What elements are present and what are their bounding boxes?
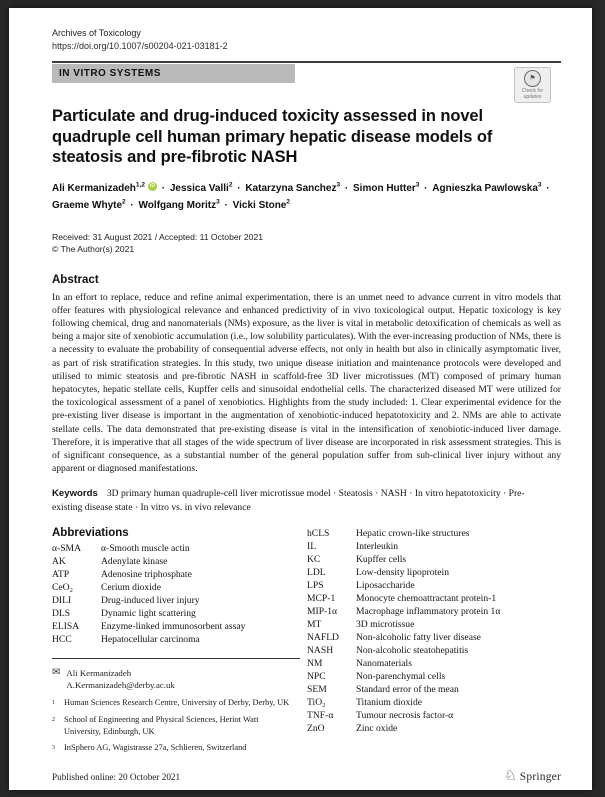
author-separator: · — [421, 183, 431, 195]
affiliation-text: School of Engineering and Physical Sciences, Heriot Watt University, Edinburgh, UK — [64, 715, 259, 736]
keywords-label: Keywords — [52, 488, 98, 500]
abbreviation-term: CeO₂ — [52, 582, 73, 594]
abbreviation-term: IL — [307, 541, 317, 553]
author-name: Agnieszka Pawlowska$^3$ — [432, 181, 542, 195]
page-footer — [52, 770, 561, 784]
abbreviation-row — [307, 657, 561, 670]
abbreviation-term: MCP-1 — [307, 593, 336, 605]
check-for-updates-badge[interactable] — [514, 67, 551, 103]
abbreviation-term: TiO₂ — [307, 697, 326, 709]
section-banner-row — [52, 64, 561, 100]
abbreviation-definition: Non-alcoholic fatty liver disease — [356, 632, 481, 644]
abbreviation-term: DLS — [52, 608, 71, 620]
abbreviation-row — [52, 594, 307, 607]
abbreviation-term: KC — [307, 554, 321, 566]
abbreviation-definition: Tumour necrosis factor-α — [356, 710, 454, 722]
abbreviation-row — [52, 620, 307, 633]
abbreviation-term: MIP-1α — [307, 606, 338, 618]
orcid-icon[interactable]: iD — [149, 182, 155, 189]
abbreviation-row — [307, 644, 561, 657]
abbreviation-definition: Monocyte chemoattractant protein-1 — [356, 593, 497, 605]
affiliation-item — [52, 714, 297, 737]
abbreviation-row — [307, 540, 561, 553]
affiliation-number: 2 — [52, 717, 55, 724]
left-column — [52, 527, 307, 754]
correspondence-name: Ali Kermanizadeh — [66, 668, 132, 679]
abbreviation-definition: Interleukin — [356, 541, 399, 553]
abbreviation-definition: α-Smooth muscle actin — [101, 543, 190, 555]
author-name: Ali Kermanizadeh$^{1,2}$ iD — [52, 181, 155, 195]
author-name: Graeme Whyte$^2$ — [52, 198, 126, 211]
envelope-icon: ✉ — [52, 667, 61, 679]
abstract-heading: Abstract — [52, 273, 99, 286]
abbreviations-heading: Abbreviations — [52, 527, 129, 540]
author-name: Katarzyna Sanchez$^3$ — [245, 181, 341, 195]
abbreviations-left-col — [52, 542, 307, 646]
abbreviation-row — [52, 633, 307, 646]
abstract-text: In an effort to replace, reduce and refine animal experimentation, there is an unmet need to advance current in vitro models that offer features with physiological relevance and enhanced predictivity of in vivo toxicological output. Hepatic toxicology is key following chemical, drug and nanomaterials (NMs) exposure, as the liver is vital in metabolic detoxification of chemicals as well as being a major site of xenobiotic accumulation (i.e., low solubility particulates). With the ever-increasing production of NMs, there is a necessity to evaluate the probability of consequential adverse effects, not only in health but also in clinically asymptomatic liver, as part of risk stratification strategies. In this study, two unique disease initiation and maintenance protocols were developed and utilised to mimic steatosis and pre-fibrotic NASH in scaffold-free 3D liver microtissues (MT) composed of primary human hepatocytes, hepatic stellate cells, Kupffer cells and sinusoidal endothelial cells. The characterized diseased MT were utilized for the toxicological assessment of a panel of xenobiotics. Highlights from the study included: 1. Clear experimental evidence for the pre-existing liver disease is important in the augmentation of xenobiotic-induced hepatotoxicity and 2. NMs are able to activate stellate cells. The data demonstrated that pre-existing disease is vital in the intensification of xenobiotic-induced liver damage. Therefore, it is imperative that all stages of the wide spectrum of liver disease are incorporated in risk assessment strategies. This is of significant consequence, as a substantial number of the general population suffer from sub-clinical liver injury without any apparent or diagnosed manifestations. — [52, 291, 561, 475]
author-separator: · — [342, 183, 351, 195]
abbreviation-term: ATP — [52, 569, 70, 581]
abbreviation-definition: Non-alcoholic steatohepatitis — [356, 645, 469, 657]
abbreviation-row — [307, 696, 561, 709]
abbreviation-term: SEM — [307, 684, 327, 696]
abbreviation-term: ELISA — [52, 621, 80, 633]
correspondence-email[interactable]: A.Kermanizadeh@derby.ac.uk — [66, 680, 175, 691]
abbreviation-definition: Enzyme-linked immunosorbent assay — [101, 621, 246, 633]
abbreviation-term: NPC — [307, 671, 326, 683]
author-name: Vicki Stone$^2$ — [232, 198, 290, 211]
abbreviation-term: LDL — [307, 567, 326, 579]
abbreviation-definition: Hepatocellular carcinoma — [101, 634, 200, 646]
abbreviation-definition: 3D microtissue — [356, 619, 415, 631]
publisher-name: Springer — [519, 771, 561, 784]
keywords-line — [52, 487, 552, 514]
abbreviation-term: α-SMA — [52, 543, 82, 555]
abbreviation-row — [52, 607, 307, 620]
author-name: Simon Hutter$^3$ — [353, 181, 420, 195]
abbreviation-row — [307, 605, 561, 618]
affiliations-block — [52, 697, 307, 754]
abbreviation-row — [307, 592, 561, 605]
affiliation-number: 3 — [52, 744, 55, 751]
published-online-line: Published online: 20 October 2021 — [52, 772, 181, 783]
abbreviation-definition: Dynamic light scattering — [101, 608, 196, 620]
abbreviation-row — [307, 566, 561, 579]
abbreviation-row — [307, 527, 561, 540]
abbreviation-term: LPS — [307, 580, 324, 592]
copyright-line: © The Author(s) 2021 — [52, 243, 135, 254]
abbreviation-definition: Low-density lipoprotein — [356, 567, 449, 579]
springer-knight-icon: ♘ — [504, 769, 517, 785]
abbreviation-row — [52, 542, 307, 555]
correspondence-block — [52, 667, 307, 691]
abbreviation-definition: Titanium dioxide — [356, 697, 423, 709]
abbreviation-row — [307, 683, 561, 696]
author-list — [52, 181, 552, 214]
abbreviation-term: AK — [52, 556, 66, 568]
abbreviation-row — [307, 579, 561, 592]
article-title: Particulate and drug-induced toxicity assessed in novel quadruple cell human primary hepatic disease models of steatosis and pre-fibrotic NASH — [52, 107, 493, 167]
author-separator: · — [158, 183, 168, 195]
author-separator: · — [127, 199, 137, 211]
abbreviation-row — [52, 581, 307, 594]
author-separator: · — [234, 183, 244, 195]
abbreviation-term: NAFLD — [307, 632, 339, 644]
lower-two-columns — [52, 527, 561, 754]
doi-link[interactable]: https://doi.org/10.1007/s00204-021-03181-2 — [52, 40, 228, 51]
keywords-text: 3D primary human quadruple-cell liver microtissue model · Steatosis · NASH · In vitro hepatotoxicity · Pre-existing disease state · In vitro vs. in vivo relevance — [52, 488, 525, 513]
abbreviation-term: HCC — [52, 634, 72, 646]
abbreviation-row — [52, 555, 307, 568]
abbreviation-definition: Macrophage inflammatory protein 1α — [356, 606, 501, 618]
author-separator: · — [221, 199, 231, 211]
author-separator: · — [543, 183, 550, 195]
section-banner: IN VITRO SYSTEMS — [52, 64, 295, 83]
abbreviation-row — [307, 618, 561, 631]
abbreviation-definition: Adenylate kinase — [101, 556, 168, 568]
abbreviation-definition: Standard error of the mean — [356, 684, 459, 696]
author-name: Wolfgang Moritz$^3$ — [138, 198, 220, 211]
abbreviation-term: TNF-α — [307, 710, 334, 722]
check-updates-icon: ⚑ — [524, 70, 541, 87]
footnote-rule — [52, 658, 300, 659]
publisher-logo — [504, 770, 561, 784]
abbreviation-definition: Hepatic crown-like structures — [356, 528, 470, 540]
abbreviation-row — [52, 568, 307, 581]
abbreviation-term: ZnO — [307, 723, 325, 735]
received-accepted-line: Received: 31 August 2021 / Accepted: 11 October 2021 — [52, 231, 264, 242]
author-name: Jessica Valli$^2$ — [169, 181, 233, 195]
affiliation-text: InSphero AG, Wagistrasse 27a, Schlieren, Switzerland — [64, 742, 247, 752]
journal-name: Archives of Toxicology — [52, 28, 141, 38]
abbreviations-right-col — [307, 527, 561, 735]
abbreviation-definition: Non-parenchymal cells — [356, 671, 446, 683]
affiliation-item — [52, 742, 297, 755]
article-page — [9, 8, 592, 790]
abbreviation-definition: Adenosine triphosphate — [101, 569, 192, 581]
affiliation-number: 1 — [52, 700, 55, 707]
abbreviation-definition: Kupffer cells — [356, 554, 407, 566]
abbreviation-definition: Nanomaterials — [356, 658, 412, 670]
abbreviation-term: NASH — [307, 645, 334, 657]
abbreviation-row — [307, 553, 561, 566]
abbreviation-row — [307, 722, 561, 735]
abbreviation-row — [307, 631, 561, 644]
abbreviation-definition: Drug-induced liver injury — [101, 595, 200, 607]
affiliation-item — [52, 697, 297, 710]
abbreviation-definition: Cerium dioxide — [101, 582, 161, 594]
abbreviation-term: MT — [307, 619, 322, 631]
right-column — [307, 527, 561, 754]
check-updates-label: Check for updates — [521, 88, 544, 100]
affiliation-text: Human Sciences Research Centre, University of Derby, Derby, UK — [64, 698, 290, 708]
abbreviation-term: NM — [307, 658, 323, 670]
abbreviation-definition: Zinc oxide — [356, 723, 398, 735]
abbreviation-term: hCLS — [307, 528, 330, 540]
abbreviation-definition: Liposaccharide — [356, 580, 415, 592]
abbreviation-term: DILI — [52, 595, 72, 607]
abbreviation-row — [307, 709, 561, 722]
abbreviation-row — [307, 670, 561, 683]
header-rule — [52, 61, 561, 63]
